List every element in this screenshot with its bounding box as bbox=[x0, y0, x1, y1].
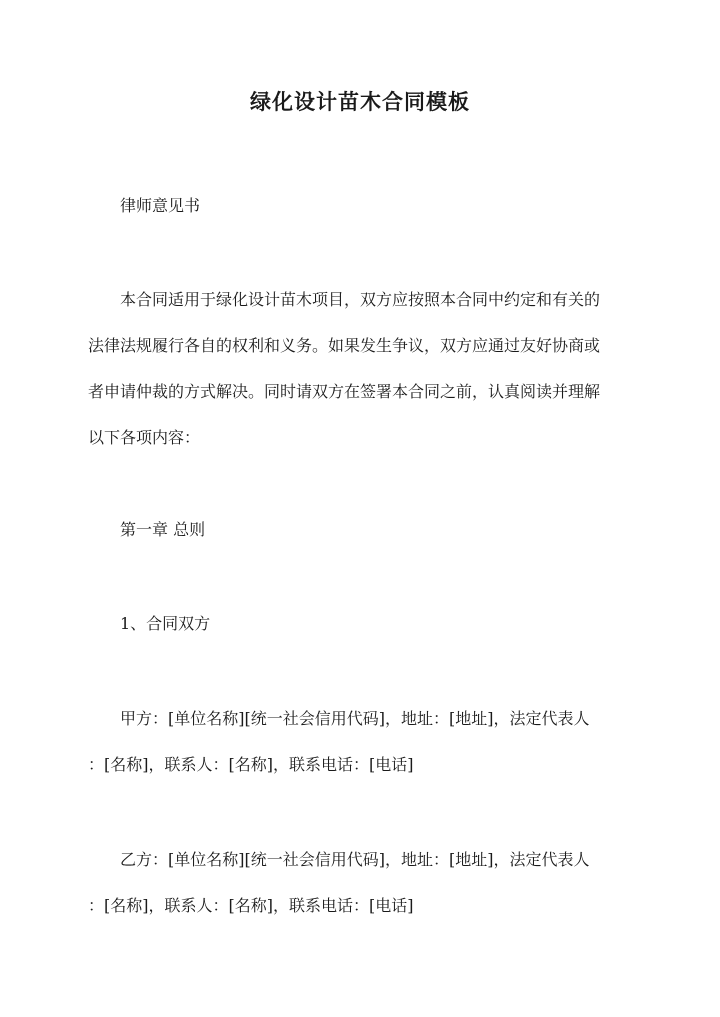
chapter-heading: 第一章 总则 bbox=[120, 520, 206, 539]
section-heading: 1、合同双方 bbox=[120, 614, 211, 633]
party-b-line: 乙方：[单位名称][统一社会信用代码]，地址：[地址]，法定代表人 bbox=[120, 850, 590, 869]
intro-paragraph bbox=[88, 285, 633, 469]
party-a-line: 甲方：[单位名称][统一社会信用代码]，地址：[地址]，法定代表人 bbox=[120, 709, 590, 728]
intro-line: 法律法规履行各自的权利和义务。如果发生争议，双方应通过友好协商或 bbox=[88, 336, 601, 355]
party-a-paragraph bbox=[88, 704, 633, 796]
subtitle: 律师意见书 bbox=[120, 196, 201, 215]
party-b-line: ：[名称]，联系人：[名称]，联系电话：[电话] bbox=[88, 896, 414, 915]
party-a-line: ：[名称]，联系人：[名称]，联系电话：[电话] bbox=[88, 755, 414, 774]
intro-line: 者申请仲裁的方式解决。同时请双方在签署本合同之前，认真阅读并理解 bbox=[88, 382, 601, 401]
party-b-paragraph bbox=[88, 845, 633, 937]
intro-line: 本合同适用于绿化设计苗木项目，双方应按照本合同中约定和有关的 bbox=[120, 290, 601, 309]
intro-line: 以下各项内容： bbox=[88, 428, 201, 447]
document-title: 绿化设计苗木合同模板 bbox=[250, 89, 470, 114]
